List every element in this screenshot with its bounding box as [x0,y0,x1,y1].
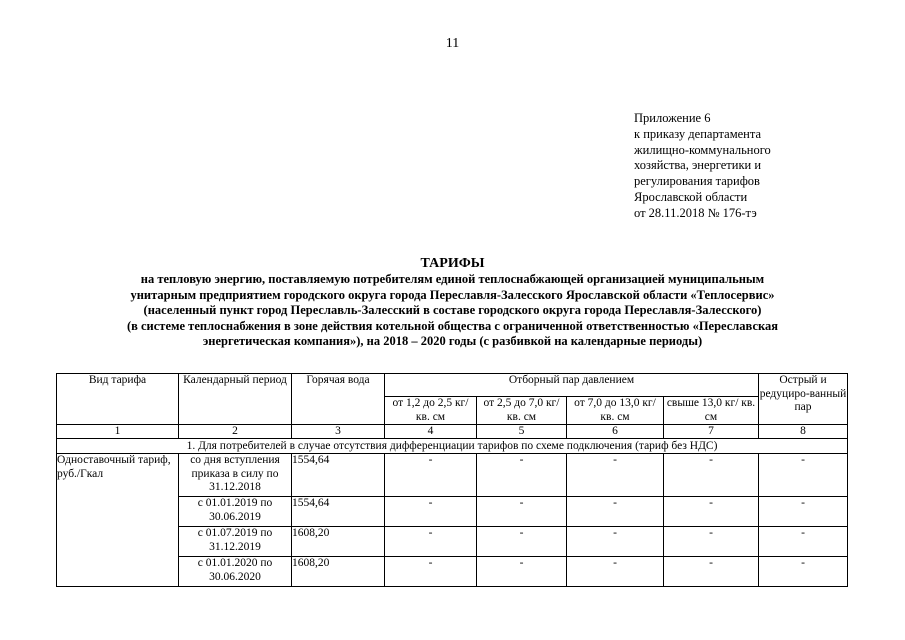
subtitle-line: (в системе теплоснабжения в зоне действия котельной общества с ограниченной ответственностью «Переславская [126,318,779,333]
steam-2-cell: - [477,527,567,557]
steam-2-cell: - [477,557,567,587]
header-steam-1: от 1,2 до 2,5 кг/ кв. см [385,397,477,425]
steam-1-cell: - [385,527,477,557]
steam-4-cell: - [664,454,759,497]
document-title: ТАРИФЫ [420,256,485,271]
steam-1-cell: - [385,557,477,587]
header-steam-group: Отборный пар давлением [385,374,759,397]
appendix-line: хозяйства, энергетики и [634,158,762,173]
column-number: 3 [292,425,385,439]
header-steam-3: от 7,0 до 13,0 кг/ кв. см [567,397,664,425]
title-block [40,255,865,350]
period-cell: с 01.07.2019 по 31.12.2019 [179,527,292,557]
appendix-block [634,111,771,222]
header-steam-2: от 2,5 до 7,0 кг/ кв. см [477,397,567,425]
sharp-steam-cell: - [759,497,848,527]
appendix-line: жилищно-коммунального [634,142,771,157]
hot-water-cell: 1554,64 [292,497,385,527]
subtitle-line: (населенный пункт город Переславль-Залесский в составе городского округа города Переславля-Залесского) [143,303,762,317]
header-calendar-period: Календарный период [179,374,292,425]
period-cell: с 01.01.2020 по 30.06.2020 [179,557,292,587]
steam-3-cell: - [567,497,664,527]
appendix-line: Ярославской области [634,189,748,204]
header-steam-4: свыше 13,0 кг/ кв. см [664,397,759,425]
column-number: 6 [567,425,664,439]
steam-4-cell: - [664,557,759,587]
tariff-kind-cell: Одноставочный тариф, руб./Гкал [57,454,179,587]
steam-3-cell: - [567,454,664,497]
column-number: 7 [664,425,759,439]
subtitle-line: на тепловую энергию, поставляемую потребителям единой теплоснабжающей организацией муниципальным [140,272,765,286]
appendix-line: от 28.11.2018 № 176-тэ [634,205,757,220]
steam-3-cell: - [567,527,664,557]
sharp-steam-cell: - [759,557,848,587]
column-number: 8 [759,425,848,439]
subtitle-line: унитарным предприятием городского округа города Переславля-Залесского Ярославской области «Теплосервис» [130,287,775,302]
steam-2-cell: - [477,454,567,497]
steam-4-cell: - [664,527,759,557]
subtitle-line: энергетическая компания»), на 2018 – 2020 годы (с разбивкой на календарные периоды) [202,334,703,348]
period-cell: с 01.01.2019 по 30.06.2019 [179,497,292,527]
steam-1-cell: - [385,454,477,497]
column-number-row [57,425,848,439]
header-tariff-type: Вид тарифа [57,374,179,425]
steam-1-cell: - [385,497,477,527]
header-hot-water: Горячая вода [292,374,385,425]
sharp-steam-cell: - [759,527,848,557]
section-row [57,439,848,454]
hot-water-cell: 1608,20 [292,527,385,557]
column-number: 5 [477,425,567,439]
hot-water-cell: 1608,20 [292,557,385,587]
table-row [57,454,848,497]
hot-water-cell: 1554,64 [292,454,385,497]
steam-3-cell: - [567,557,664,587]
period-cell: со дня вступления приказа в силу по 31.12.2018 [179,454,292,497]
appendix-line: Приложение 6 [634,111,711,125]
appendix-line: регулирования тарифов [634,174,760,189]
header-sharp-steam: Острый и редуциро-ванный пар [759,374,848,425]
sharp-steam-cell: - [759,454,848,497]
tariff-table [56,373,848,587]
column-number: 4 [385,425,477,439]
appendix-line: к приказу департамента [634,126,762,141]
column-number: 2 [179,425,292,439]
document-subtitle [40,272,865,350]
steam-2-cell: - [477,497,567,527]
steam-4-cell: - [664,497,759,527]
section-title: 1. Для потребителей в случае отсутствия дифференциации тарифов по схеме подключения (тариф без НДС) [57,439,848,454]
column-number: 1 [57,425,179,439]
page-number: 11 [445,36,460,51]
